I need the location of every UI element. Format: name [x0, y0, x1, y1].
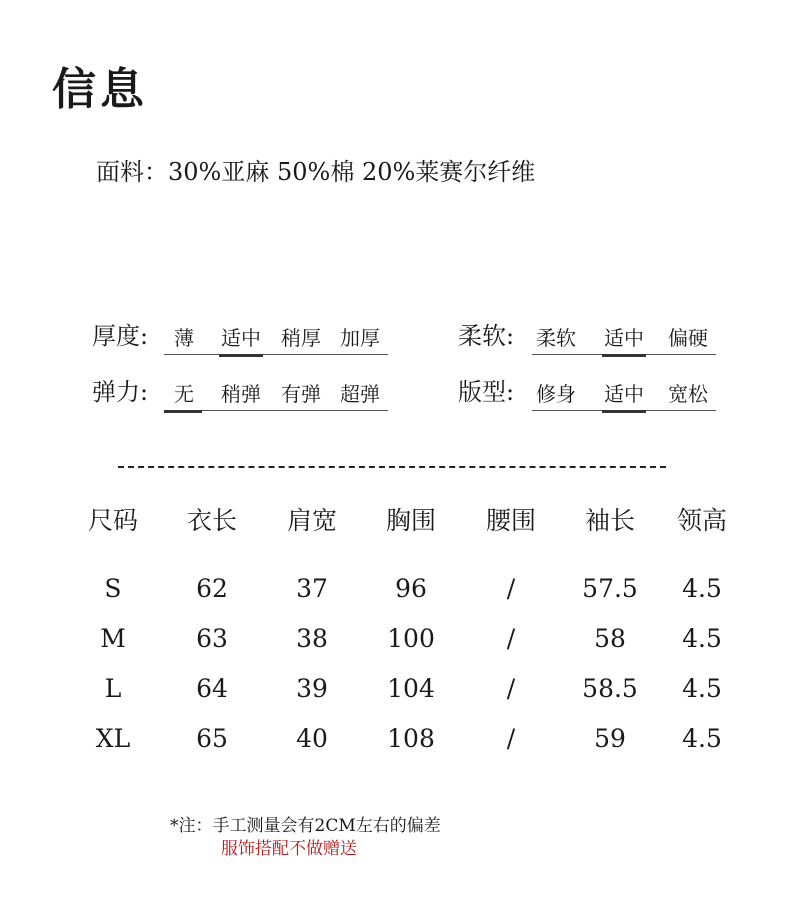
table-cell: / [506, 724, 516, 753]
table-cell: 63 [196, 624, 228, 653]
section-divider [118, 466, 666, 468]
header-sleeve: 袖长 [584, 506, 636, 535]
header-shoulder: 肩宽 [286, 506, 338, 535]
table-cell: L [104, 674, 122, 703]
table-cell: 64 [196, 674, 228, 703]
fit-label: 版型: [458, 378, 515, 406]
table-cell: 108 [387, 724, 435, 753]
table-cell: 4.5 [682, 624, 722, 653]
softness-selected-marker [602, 354, 646, 357]
fit-option-loose: 宽松 [668, 382, 708, 406]
table-cell: 62 [196, 574, 228, 603]
table-cell: 58 [594, 624, 626, 653]
header-chest: 胸围 [385, 506, 437, 535]
elasticity-label: 弹力: [92, 378, 149, 406]
table-cell: 57.5 [582, 574, 638, 603]
table-cell: 104 [387, 674, 435, 703]
table-cell: / [506, 674, 516, 703]
table-cell: 40 [296, 724, 328, 753]
elasticity-option-elastic: 有弹 [281, 382, 321, 406]
table-cell: S [104, 574, 122, 603]
table-cell: 4.5 [682, 574, 722, 603]
table-cell: / [506, 574, 516, 603]
table-cell: 58.5 [582, 674, 638, 703]
header-waist: 腰围 [485, 506, 537, 535]
thickness-option-thin: 薄 [174, 326, 194, 350]
softness-option-soft: 柔软 [536, 326, 576, 350]
fit-selected-marker [602, 410, 646, 413]
fit-option-slim: 修身 [536, 382, 576, 406]
thickness-option-medium: 适中 [221, 326, 261, 350]
thickness-option-thick: 加厚 [340, 326, 380, 350]
table-cell: 65 [196, 724, 228, 753]
elasticity-options [164, 376, 388, 411]
fit-option-regular: 适中 [604, 382, 644, 406]
elasticity-option-none: 无 [174, 382, 194, 406]
fabric-composition: 面料：30%亚麻 50%棉 20%莱赛尔纤维 [96, 158, 536, 186]
elasticity-selected-marker [164, 410, 202, 413]
table-cell: 37 [296, 574, 328, 603]
thickness-selected-marker [219, 354, 263, 357]
fit-options [532, 376, 716, 411]
table-cell: 39 [296, 674, 328, 703]
table-cell: M [100, 624, 126, 653]
table-cell: 4.5 [682, 724, 722, 753]
table-cell: 38 [296, 624, 328, 653]
fit-row [458, 376, 728, 412]
table-cell: 100 [387, 624, 435, 653]
softness-option-medium: 适中 [604, 326, 644, 350]
table-cell: / [506, 624, 516, 653]
page-title: 信息 [52, 64, 148, 115]
softness-option-stiff: 偏硬 [668, 326, 708, 350]
table-cell: XL [95, 724, 131, 753]
header-collar: 领高 [676, 506, 728, 535]
table-cell: 96 [395, 574, 427, 603]
thickness-option-slightly-thick: 稍厚 [281, 326, 321, 350]
elasticity-row [92, 376, 392, 412]
header-length: 衣长 [186, 506, 238, 535]
measurement-note: *注：手工测量会有2CM左右的偏差 [170, 816, 441, 836]
elasticity-option-slight: 稍弹 [221, 382, 261, 406]
softness-options [532, 320, 716, 355]
header-size: 尺码 [87, 506, 139, 535]
thickness-row [92, 320, 392, 356]
softness-row [458, 320, 728, 356]
elasticity-option-super: 超弹 [340, 382, 380, 406]
table-cell: 4.5 [682, 674, 722, 703]
softness-label: 柔软: [458, 322, 515, 350]
thickness-label: 厚度: [92, 322, 149, 350]
accessories-note: 服饰搭配不做赠送 [221, 839, 357, 859]
table-cell: 59 [594, 724, 626, 753]
thickness-options [164, 320, 388, 355]
